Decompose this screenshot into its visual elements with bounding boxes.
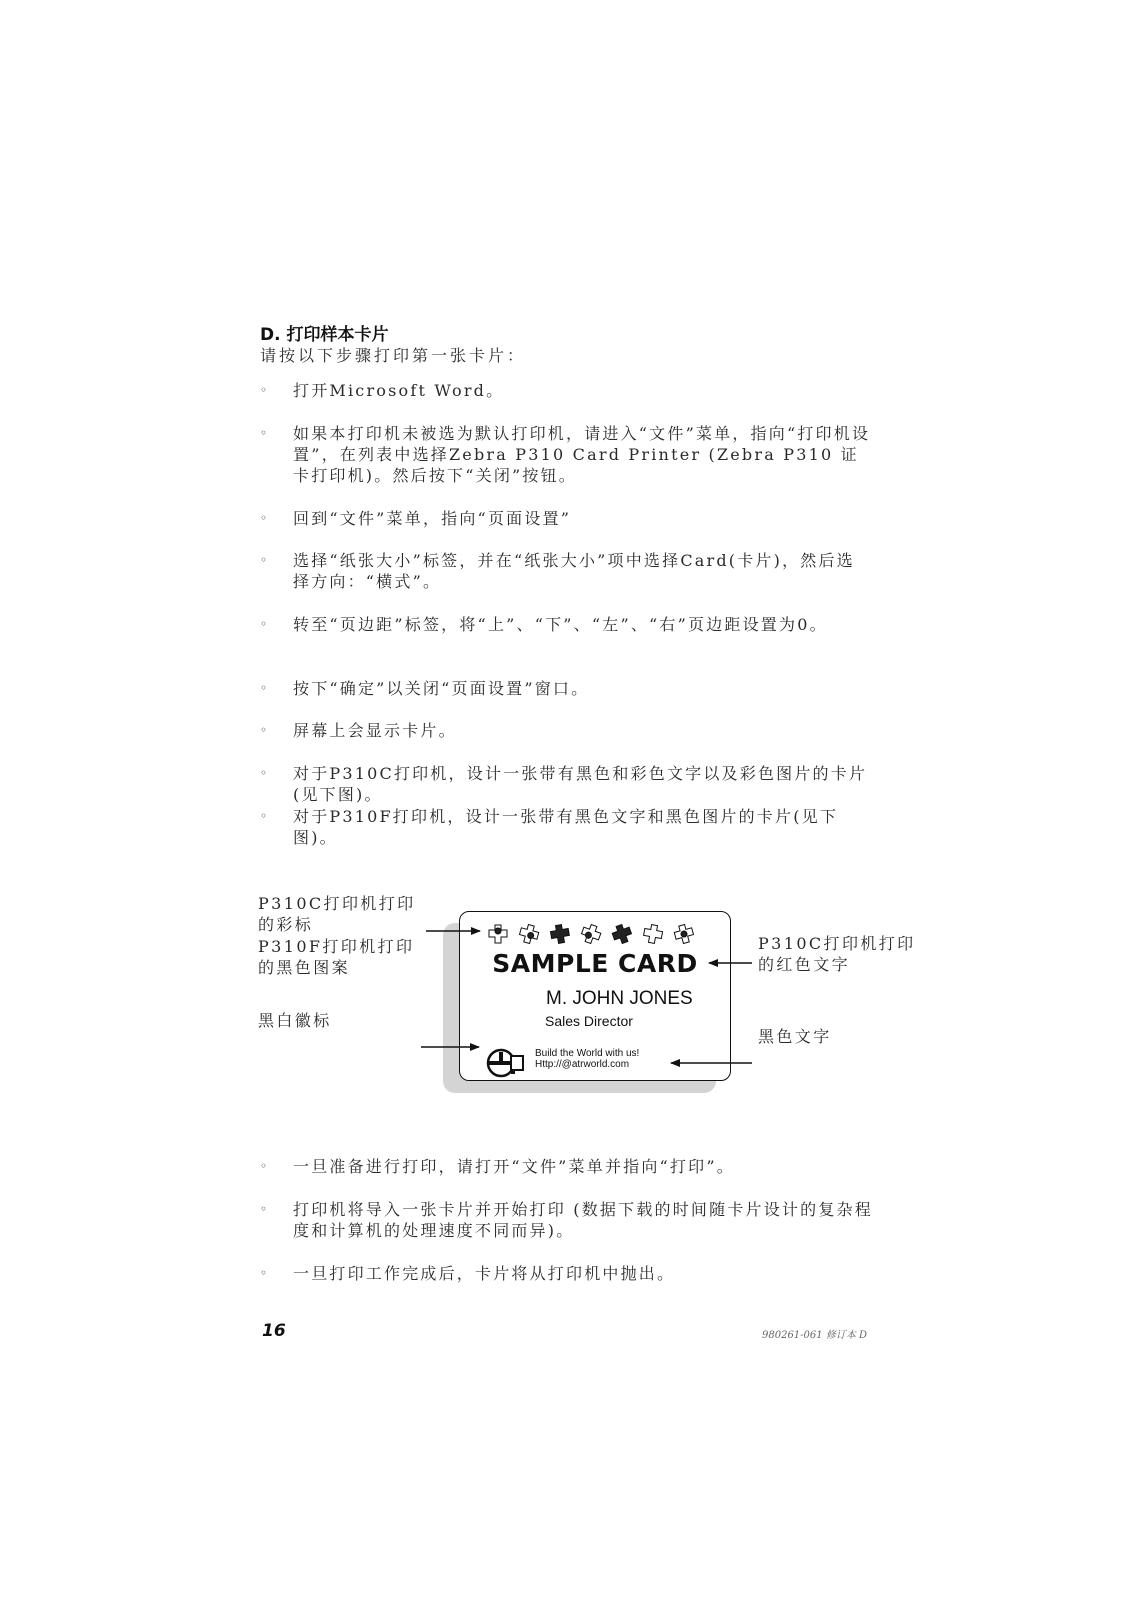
step-text: 选择“纸张大小”标签，并在“纸张大小”项中选择Card(卡片)，然后选择方向：“横式”。: [293, 551, 855, 591]
document-id: 980261-061 修订本 D: [762, 1330, 868, 1341]
intro-text: 请按以下步骤打印第一张卡片：: [260, 346, 527, 365]
step-text: 对于P310C打印机，设计一张带有黑色和彩色文字以及彩色图片的卡片(见下图)。: [293, 764, 868, 804]
label-red-text: P310C打印机打印的红色文字: [758, 934, 916, 974]
bullet-icon: ◦: [260, 426, 270, 440]
step-text: 打开Microsoft Word。: [293, 381, 505, 400]
step-text: 屏幕上会显示卡片。: [293, 721, 457, 740]
label-black-text: 黑色文字: [758, 1027, 832, 1046]
bullet-icon: ◦: [260, 383, 270, 397]
step-text: 一旦打印工作完成后，卡片将从打印机中抛出。: [293, 1264, 676, 1283]
card-slogan: Build the World with us!: [535, 1048, 640, 1059]
step-text: 打印机将导入一张卡片并开始打印 (数据下载的时间随卡片设计的复杂程度和计算机的处理速度不同而异)。: [293, 1200, 873, 1240]
card-title: SAMPLE CARD: [492, 949, 698, 978]
step-text: 回到“文件”菜单，指向“页面设置”: [293, 509, 572, 528]
step-text: 如果本打印机未被选为默认打印机，请进入“文件”菜单，指向“打印机设置”，在列表中选择Zebra P310 Card Printer (Zebra P310 证卡打印机)。然后按下“关闭”按钮。: [293, 424, 871, 485]
bullet-icon: ◦: [260, 553, 270, 567]
label-color-logo: P310C打印机打印的彩标: [258, 894, 416, 934]
puzzle-pieces-icon: [488, 918, 708, 950]
bullet-icon: ◦: [260, 809, 270, 823]
bullet-icon: ◦: [260, 766, 270, 780]
step-text: 按下“确定”以关闭“页面设置”窗口。: [293, 679, 590, 698]
bullet-icon: ◦: [260, 681, 270, 695]
bullet-icon: ◦: [260, 511, 270, 525]
bullet-icon: ◦: [260, 1266, 270, 1280]
card-url: Http://@atrworld.com: [535, 1059, 630, 1070]
label-bw-logo: 黑白徽标: [258, 1011, 332, 1030]
bullet-icon: ◦: [260, 617, 270, 631]
section-heading: D. 打印样本卡片: [260, 325, 389, 345]
step-text: 一旦准备进行打印，请打开“文件”菜单并指向“打印”。: [293, 1157, 735, 1176]
sample-card: [459, 911, 731, 1081]
card-role: Sales Director: [545, 1013, 633, 1029]
card-name: M. JOHN JONES: [546, 988, 693, 1009]
step-text: 转至“页边距”标签，将“上”、“下”、“左”、“右”页边距设置为0。: [293, 615, 828, 634]
bw-logo-icon: [483, 1048, 527, 1078]
step-text: 对于P310F打印机，设计一张带有黑色文字和黑色图片的卡片(见下图)。: [293, 807, 839, 847]
page-number: 16: [262, 1321, 286, 1341]
bullet-icon: ◦: [260, 723, 270, 737]
bullet-icon: ◦: [260, 1202, 270, 1216]
bullet-icon: ◦: [260, 1159, 270, 1173]
label-black-pattern: P310F打印机打印的黑色图案: [258, 937, 415, 977]
